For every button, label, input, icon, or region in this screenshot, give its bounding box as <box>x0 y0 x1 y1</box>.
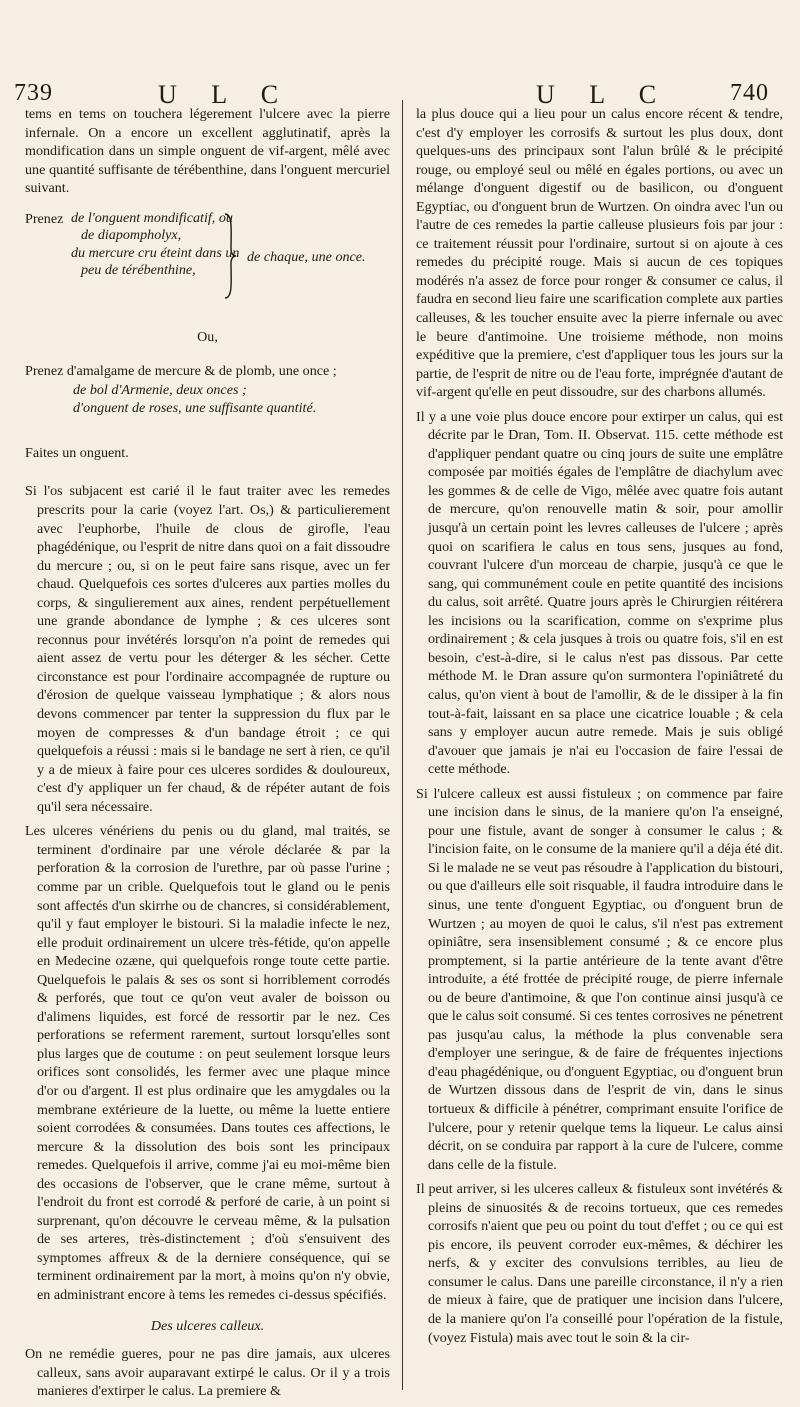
right-column <box>416 105 783 1353</box>
recipe-ingredient: du mercure cru éteint dans un peu de térébenthine, <box>71 244 240 279</box>
paragraph: Si l'os subjacent est carié il le faut traiter avec les remedes prescrits pour la carie (voyez l'art. Os,) & particulierement avec l'euphorbe, l'huile de clous de girofle, l'eau phagédénique, ou l'esprit de nitre dans quoi on a fait dissoudre du mercure ; ou, si on le peut faire sans risque, avec un fer chaud. Quelquefois ces sortes d'ulceres aux parties molles du corps, & singulierement aux aines, rendent perpétuellement une grande abondance de lymphe ; & ces ulceres sont reconnus pour invétérés lorsqu'on n'a point de remedes qui aient assez de vertu pour les déterger & les sécher. Cette circonstance est pour l'ordinaire accompagnée de rupture ou d'érosion de quelque vaisseau lymphatique ; & alors nous devons commencer par tenter la suppression du flux par le moyen de compresses & d'un bandage étroit ; ce qui quelquefois a réussi : mais si le bandage ne sert à rien, ce qu'il y a de mieux à faire pour ces ulceres sordides & douloureux, c'est d'y appliquer un fer chaud, & de répéter autant de fois qu'il sera nécessaire. <box>25 483 390 815</box>
right-running-head: U L C <box>536 80 671 109</box>
recipe-dose: de chaque, une once. <box>247 248 366 265</box>
recipe-two <box>25 362 390 418</box>
recipe-ingredient: de l'onguent mondificatif, ou de diapompholyx, <box>71 209 233 244</box>
recipe-line: de bol d'Armenie, deux onces ; <box>73 381 247 398</box>
right-page-number: 740 <box>730 80 769 106</box>
paragraph: tems en tems on touchera légerement l'ulcere avec la pierre infernale. On a encore un excellent agglutinatif, après la mondification dans un simple onguent de vif-argent, mêlé avec une quantité suffisante de térébenthine, dans l'onguent mercuriel suivant. <box>25 106 390 197</box>
section-title: Des ulceres calleux. <box>150 1317 265 1334</box>
recipe-one <box>25 210 390 320</box>
paragraph: Les ulceres vénériens du penis ou du gland, mal traités, se terminent d'ordinaire par une vérole déclarée & par la perforation & la corrosion de l'urethre, par où passe l'urine ; comme par un crible. Quelquefois tout le gland ou le penis sont affectés d'un skirrhe ou de chancres, si considérablement, qu'il y faut employer le bistouri. Si la maladie infecte le nez, elle produit ordinairement un ulcere très-fétide, qu'on appelle en Medecine ozæne, qui quelquefois ronge toute cette partie. Quelquefois le palais & ses os sont si horriblement corrodés & perforés, que tout ce qu'on veut avaler de boisson ou d'alimens liquides, est forcé de ressortir par le nez. Ces perforations se referment rarement, surtout lorsqu'elles sont plus larges que de coutume : on peut seulement lorsque leurs orifices sont consolidés, les fermer avec une plaque mince d'or ou d'argent. Il est plus ordinaire que les amygdales ou la membrane extérieure de la luette, ou même la luette entiere soient corrodées & consumées. Dans toutes ces affections, le mercure & la dissolution des bois sont les principaux remedes. Quelquefois il arrive, comme j'ai eu moi-même bien des occasions de l'observer, que le crane même, surtout à l'endroit du front est corrodé & perforé de carie, à un point si surprenant, qu'on découvre le cerveau même, & la pulsation de ses arteres, très-distinctement ; d'où s'ensuivent des symptomes affreux & de la derniere conséquence, qui se terminent ordinairement par la mort, à moins qu'on n'y obvie, en administrant encore à tems les remedes ci-dessus spécifiés. <box>25 823 390 1303</box>
recipe-separator: Ou, <box>197 328 218 345</box>
paragraph: Si l'ulcere calleux est aussi fistuleux ; on commence par faire une incision dans le sinus, de la maniere qu'on l'a enseigné, pour une fistule, avant de songer à consumer le calus ; & l'incision faite, on le consume de la maniere qu'il a déja été dit. Si le malade ne se veut pas résoudre à l'application du bistouri, ou que d'ailleurs elle soit risquable, il faudra introduire dans le sinus, une tente d'onguent Egyptiac, ou d'onguent brun de Wurtzen ; au moyen de quoi le calus, s'il n'est pas extrement opiniâtre, sera insensiblement consumé ; & ce encore plus promptement, si la partie antérieure de la tente avant d'être introduite, a été frottée de précipité rouge, de pierre infernale ou de beure d'antimoine, & que l'on continue ainsi jusqu'à ce que le calus soit consumé. Si ces tentes corrosives ne pénetrent pas jusqu'au calus, la méthode la plus convenable sera d'employer une seringue, & de faire de fréquentes injections d'eau phagédénique, ou d'onguent Egyptiac, ou d'onguent brun de Wurtzen dissous dans de l'esprit de vin, dans le sinus tortueux & difficile à pénétrer, comprimant ensuite l'orifice de l'ulcere, pour y retenir quelque tems la liqueur. Le calus ainsi décrit, on se conduira par rapport à la cure de l'ulcere, comme dans celle de la fistule. <box>416 785 783 1173</box>
recipe-ingredients <box>71 210 246 280</box>
recipe-line: d'onguent de roses, une suffisante quantité. <box>73 400 317 417</box>
recipe-line: Prenez d'amalgame de mercure & de plomb, une once ; <box>25 363 337 380</box>
left-running-head: U L C <box>158 80 293 109</box>
paragraph: On ne remédie gueres, pour ne pas dire jamais, aux ulceres calleux, sans avoir auparavant extirpé le calus. Or il y a trois manieres d'extirper le calus. La premiere & <box>25 1346 390 1400</box>
paragraph: la plus douce qui a lieu pour un calus encore récent & tendre, c'est d'y employer les corrosifs & surtout les plus doux, dont quelques-uns des principaux sont l'alun brûlé & le précipité rouge, ou employé seul ou mêlé en égales portions, ou avec un mélange d'onguent digestif ou de basilicon, ou d'onguent Egyptiac, ou d'onguent brun de Wurtzen. On oindra avec l'un ou l'autre de ces remedes la partie calleuse plusieurs fois par jour : ce traitement réussit pour l'ordinaire, surtout si on ajoute à ces remedes du précipité rouge. Mais si aucun de ces topiques modérés n'a assez de force pour ronger & consumer ce calus, il faudra en second lieu faire une scarification complete aux parties calleuses, & les toucher ensuite avec la pierre infernale ou avec le beure d'antimoine. Une troisieme méthode, non moins expéditive que la premiere, c'est d'appliquer tous les jours sur la partie, de l'esprit de nitre ou de l'eau forte, imprégnée d'autant de vif-argent qu'elle en peut dissoudre, sur des charbons allumés. <box>416 106 783 401</box>
left-column <box>25 105 390 1407</box>
recipe-instruction: Faites un onguent. <box>25 444 129 461</box>
recipe-prenez: Prenez <box>25 210 64 227</box>
left-page-number: 739 <box>14 80 53 106</box>
paragraph: Il y a une voie plus douce encore pour extirper un calus, qui est décrite par le Dran, Tom. II. Observat. 115. cette méthode est d'appliquer pendant quatre ou cinq jours de suite une emplâtre composée par moitiés égales de l'emplâtre de diachylum avec les gommes & de celle de Vigo, mêlée avec quatre fois autant de mercure, qu'on renouvelle matin & soir, pour amollir jusqu'à un certain point les levres calleuses de l'ulcere ; après quoi on scarifiera le calus en tous sens, jusques au fond, couvrant l'ulcere d'un morceau de charpie, jusqu'à ce que le sang, qui communément coule en petite quantité des incisions du calus, soit arrêté. Quatre jours après le Chirurgien réitérera les incisions ou la scarification, comme on s'exprime plus ordinairement ; & cela jusques à trois ou quatre fois, s'il en est besoin, c'est-à-dire, si le calus n'est pas dissous. Par cette méthode M. le Dran assure qu'on surmontera l'opiniâtreté du calus, qu'on vient à bout de l'amollir, & de le dissiper à la fin tout-à-fait, laissant en sa place une cicatrice louable ; & cela sans y employer aucun autre remede. Mais je suis obligé d'avouer que jamais je n'ai eu l'occasion de faire l'essai de cette méthode. <box>416 408 783 778</box>
paragraph: Il peut arriver, si les ulceres calleux & fistuleux sont invétérés & pleins de sinuosités & de recoins tortueux, que ces remedes corrosifs n'aient que peu ou point du tout d'effet ; ou ce qui est pis encore, ils peuvent corroder eux-mêmes, & déchirer les nerfs, & y exciter des convulsions terribles, au lieu de consumer le calus. Dans une pareille circonstance, il n'y a rien de mieux à faire, que de pratiquer une incision dans l'ulcere, de la maniere qu'on l'a conseillé pour l'opération de la fistule, (voyez Fistula) mais avec tout le soin & la cir- <box>416 1181 783 1346</box>
curly-brace-icon <box>223 212 237 300</box>
column-divider <box>402 100 403 1390</box>
